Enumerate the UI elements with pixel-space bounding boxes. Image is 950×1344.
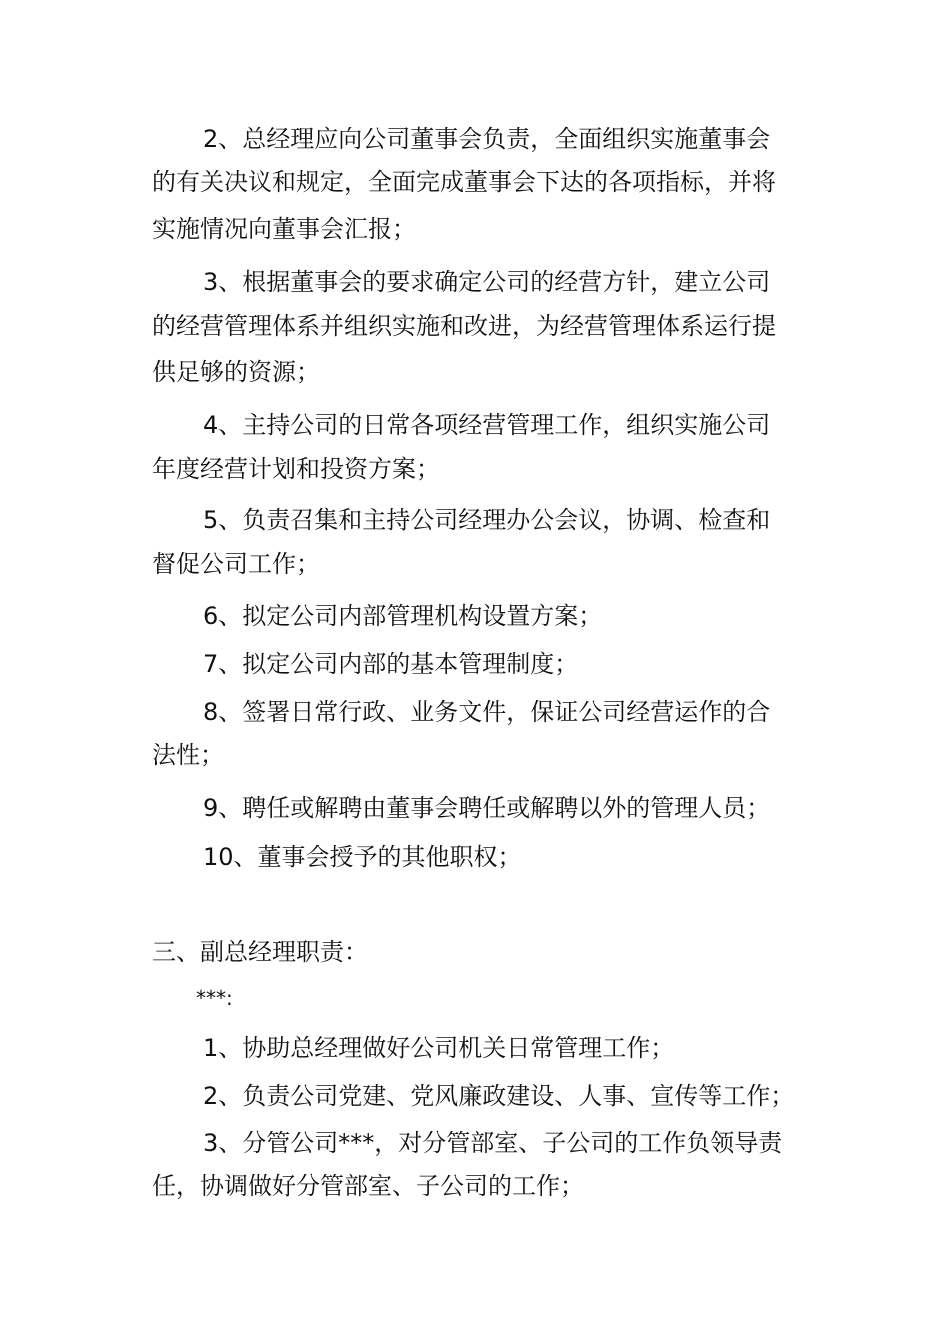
paragraph-8-line-1: 8、签署日常行政、业务文件，保证公司经营运作的合 bbox=[203, 698, 771, 726]
paragraph-8-line-2: 法性； bbox=[152, 741, 224, 769]
section-heading: 三、副总经理职责： bbox=[152, 938, 368, 966]
paragraph-3-line-3: 供足够的资源； bbox=[152, 358, 320, 386]
paragraph-3-line-1: 3、根据董事会的要求确定公司的经营方针，建立公司 bbox=[203, 268, 771, 296]
paragraph-9: 9、聘任或解聘由董事会聘任或解聘以外的管理人员； bbox=[203, 794, 771, 822]
paragraph-2-line-2: 的有关决议和规定，全面完成董事会下达的各项指标，并将 bbox=[152, 168, 776, 196]
paragraph-7: 7、拟定公司内部的基本管理制度； bbox=[203, 650, 579, 678]
paragraph-3-line-2: 的经营管理体系并组织实施和改进，为经营管理体系运行提 bbox=[152, 312, 776, 340]
paragraph-6: 6、拟定公司内部管理机构设置方案； bbox=[203, 602, 603, 630]
paragraph-2-line-3: 实施情况向董事会汇报； bbox=[152, 215, 416, 243]
duty-3-line-2: 任，协调做好分管部室、子公司的工作； bbox=[152, 1172, 584, 1200]
duty-3-line-1: 3、分管公司***，对分管部室、子公司的工作负领导责 bbox=[203, 1129, 783, 1157]
paragraph-10: 10、董事会授予的其他职权； bbox=[203, 843, 522, 871]
duty-2: 2、负责公司党建、党风廉政建设、人事、宣传等工作； bbox=[203, 1082, 795, 1110]
paragraph-5-line-1: 5、负责召集和主持公司经理办公会议，协调、检查和 bbox=[203, 506, 771, 534]
paragraph-4-line-2: 年度经营计划和投资方案； bbox=[152, 455, 440, 483]
paragraph-2-line-1: 2、总经理应向公司董事会负责，全面组织实施董事会 bbox=[203, 125, 771, 153]
duty-1: 1、协助总经理做好公司机关日常管理工作； bbox=[203, 1034, 675, 1062]
redacted-name: ***: bbox=[196, 986, 233, 1010]
paragraph-5-line-2: 督促公司工作； bbox=[152, 550, 320, 578]
paragraph-4-line-1: 4、主持公司的日常各项经营管理工作，组织实施公司 bbox=[203, 411, 771, 439]
